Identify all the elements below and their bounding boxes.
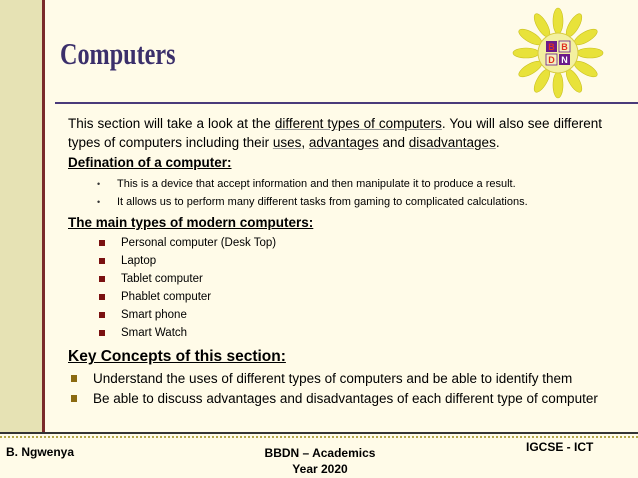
footer-org-name: BBDN – Academics [264, 446, 376, 460]
definition-list [68, 175, 602, 211]
square-bullet-icon [99, 330, 105, 336]
slide-content [68, 114, 602, 410]
bullet-dot-icon: • [97, 197, 101, 207]
list-item-text: Personal computer (Desk Top) [121, 237, 277, 249]
list-item-text: Understand the uses of different types of computers and be able to identify them [93, 371, 573, 386]
list-item [68, 270, 602, 288]
logo-letter-b2: B [561, 42, 568, 52]
logo-letter-n: N [561, 55, 568, 65]
square-bullet-icon [99, 312, 105, 318]
list-item-text: Smart Watch [121, 327, 188, 339]
key-concepts-heading: Key Concepts of this section: [68, 348, 286, 365]
bbdn-logo-icon [512, 7, 604, 99]
slide-title: Computers [60, 36, 176, 71]
intro-text: and [378, 135, 409, 150]
list-item [68, 288, 602, 306]
list-item-text: Phablet computer [121, 291, 212, 303]
list-item [68, 306, 602, 324]
list-item-text: Be able to discuss advantages and disadvantages of each different type of computer [93, 391, 598, 406]
logo-letter-d: D [548, 55, 555, 65]
list-item [68, 193, 602, 211]
list-item [68, 370, 602, 388]
list-item-text: Smart phone [121, 309, 187, 321]
footer-year: Year 2020 [292, 462, 348, 476]
key-concepts-list [68, 370, 602, 408]
square-bullet-icon [99, 276, 105, 282]
left-sidebar-band [0, 0, 42, 432]
intro-paragraph [68, 114, 602, 152]
square-bullet-icon [99, 240, 105, 246]
footer-course: IGCSE - ICT [526, 440, 594, 454]
footer-dotted-line [0, 436, 638, 438]
square-bullet-icon [99, 294, 105, 300]
footer-organization [240, 445, 400, 477]
list-item-text: Tablet computer [121, 273, 203, 285]
definition-heading: Defination of a computer: [68, 155, 232, 170]
types-list [68, 234, 602, 342]
footer-author: B. Ngwenya [6, 445, 75, 459]
intro-text: , [301, 135, 309, 150]
list-item [68, 390, 602, 408]
list-item-text: It allows us to perform many different tasks from gaming to complicated calculations. [117, 196, 528, 208]
title-divider [55, 102, 638, 104]
list-item-text: Laptop [121, 255, 157, 267]
link-different-types[interactable]: different types of computers [274, 116, 442, 131]
intro-text: . [495, 135, 500, 150]
link-advantages[interactable]: advantages [308, 135, 379, 150]
square-bullet-icon [71, 375, 77, 382]
sidebar-edge-line [42, 0, 45, 432]
list-item [68, 175, 602, 193]
bullet-dot-icon: • [97, 179, 101, 189]
list-item [68, 234, 602, 252]
list-item-text: This is a device that accept information and then manipulate it to produce a result. [117, 178, 516, 190]
types-heading: The main types of modern computers: [68, 215, 314, 230]
link-uses[interactable]: uses [272, 135, 302, 150]
link-disadvantages[interactable]: disadvantages [408, 135, 496, 150]
list-item [68, 324, 602, 342]
logo-letter-b1: B [548, 42, 555, 52]
square-bullet-icon [71, 395, 77, 402]
square-bullet-icon [99, 258, 105, 264]
intro-text: This section will take a look at the [68, 116, 275, 131]
footer-divider [0, 432, 638, 434]
list-item [68, 252, 602, 270]
intro-text: . You will also see different types of computers including their [68, 116, 602, 150]
